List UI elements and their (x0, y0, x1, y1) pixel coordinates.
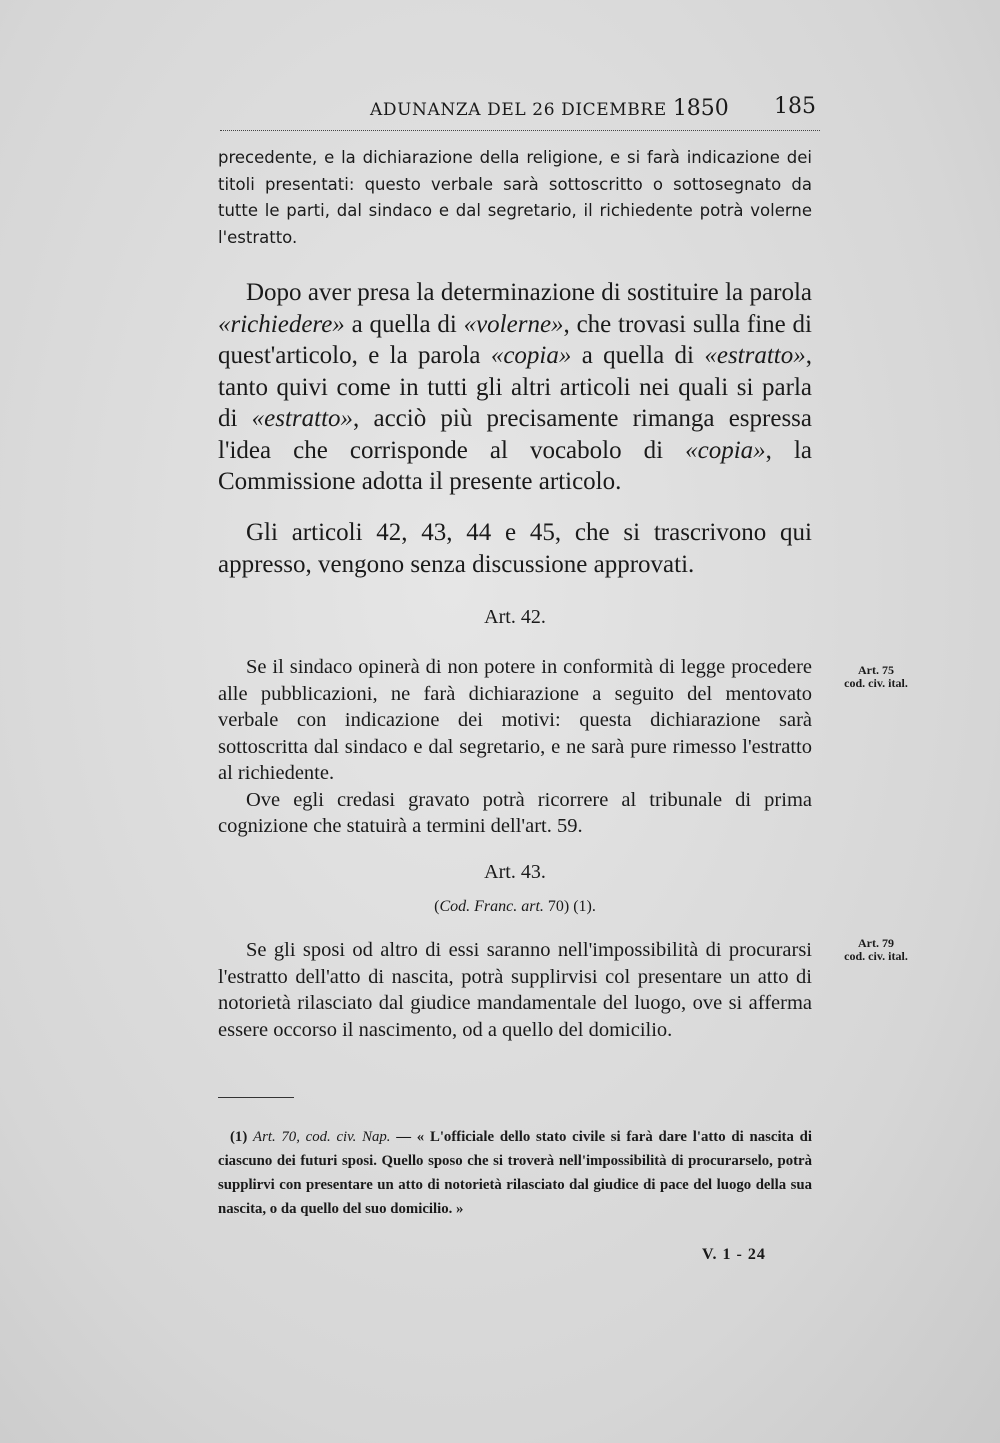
paragraph-text: precedente, e la dichiarazione della religione, e si farà indicazione dei titoli presentati: questo verbale sarà sottoscritto o sottosegnato da tutte le parti, dal sindaco e dal segretario, il richiedente potrà volerne l'estratto. (218, 148, 812, 247)
paragraph-text (218, 277, 812, 498)
text-run: , acciò più precisamente rimanga espressa l'idea che corrisponde al vocabolo di (218, 405, 812, 464)
source-close: 70) (1). (543, 898, 596, 915)
paragraph-text: Gli articoli 42, 43, 44 e 45, che si trascrivono qui appresso, vengono senza discussione approvati. (218, 519, 812, 578)
article-43-source (218, 898, 812, 916)
text-run: a quella di (344, 310, 464, 338)
article-43-body (218, 937, 812, 1043)
margin-note-art-79 (826, 937, 926, 963)
text-run: , la Commissione adotta il presente articolo. (218, 436, 812, 495)
page-header (220, 94, 820, 131)
text-run: , che trovasi sulla fine di quest'articolo, e la parola (218, 310, 812, 369)
text-run: a quella di (571, 342, 705, 369)
margin-note-line: Art. 79 (858, 936, 894, 950)
printer-signature: V. 1 - 24 (702, 1246, 766, 1263)
running-head-year: 1850 (672, 96, 729, 121)
quoted-word: «estratto» (251, 405, 354, 432)
footnote (218, 1125, 812, 1221)
article-43-heading: Art. 43. (484, 861, 546, 883)
running-head (370, 96, 729, 121)
footnote-reference: Art. 70, cod. civ. Nap. (253, 1129, 391, 1145)
margin-note-art-75 (826, 664, 926, 690)
text-run: Dopo aver presa la determinazione di sostituire la parola (246, 279, 812, 306)
margin-note-line: cod. civ. ital. (844, 676, 908, 690)
text-run: , tanto quivi come in tutti gli altri articoli nei quali si parla di (218, 342, 812, 432)
quoted-word: «richiedere» (218, 310, 345, 338)
quoted-word: «copia» (685, 436, 766, 464)
quoted-word: «estratto» (704, 342, 806, 369)
paragraph-continuation (218, 145, 812, 251)
footnote-rule (218, 1097, 294, 1098)
quoted-word: «volerne» (463, 310, 564, 338)
article-42-heading: Art. 42. (484, 606, 546, 628)
footnote-text: — « L'officiale dello stato civile si farà dare l'atto di nascita di ciascuno dei futuri sposi. Quello sposo che si troverà nell'impossibilità di procurarselo, potrà supplirvi con presentare un atto di notorietà rilasciato dal giudice di pace del luogo della sua nascita, o da quello del suo domicilio. » (218, 1129, 812, 1217)
page-number: 185 (774, 94, 816, 119)
paragraph-text: Ove egli credasi gravato potrà ricorrere al tribunale di prima cognizione che statuirà a termini dell'art. 59. (218, 788, 812, 837)
margin-note-line: Art. 75 (858, 663, 894, 677)
footnote-label: (1) (230, 1129, 248, 1145)
paragraph-commission-decision (218, 277, 812, 498)
paragraph-text: Se il sindaco opinerà di non potere in conformità di legge procedere alle pubblicazioni, ne farà dichiarazione a seguito del mentovato verbale con indicazione dei motivi: questa dichiarazione sarà sottoscritta dal sindaco e dal segretario, e ne sarà pure rimesso l'estratto al richiedente. (218, 656, 812, 784)
paragraph-articles-approved (218, 517, 812, 580)
article-42-body (218, 654, 812, 840)
running-head-text: ADUNANZA DEL 26 DICEMBRE (370, 100, 667, 120)
quoted-word: «copia» (490, 342, 572, 369)
margin-note-line: cod. civ. ital. (844, 949, 908, 963)
source-open: ( (434, 898, 440, 915)
source-code: Cod. Franc. art. (439, 898, 544, 915)
paragraph-text: Se gli sposi od altro di essi saranno nell'impossibilità di procurarsi l'estratto dell'atto di nascita, potrà supplirvisi col presentare un atto di notorietà rilasciato dal giudice mandamentale del luogo, ove si afferma essere occorso il nascimento, od a quello del domicilio. (218, 939, 812, 1041)
